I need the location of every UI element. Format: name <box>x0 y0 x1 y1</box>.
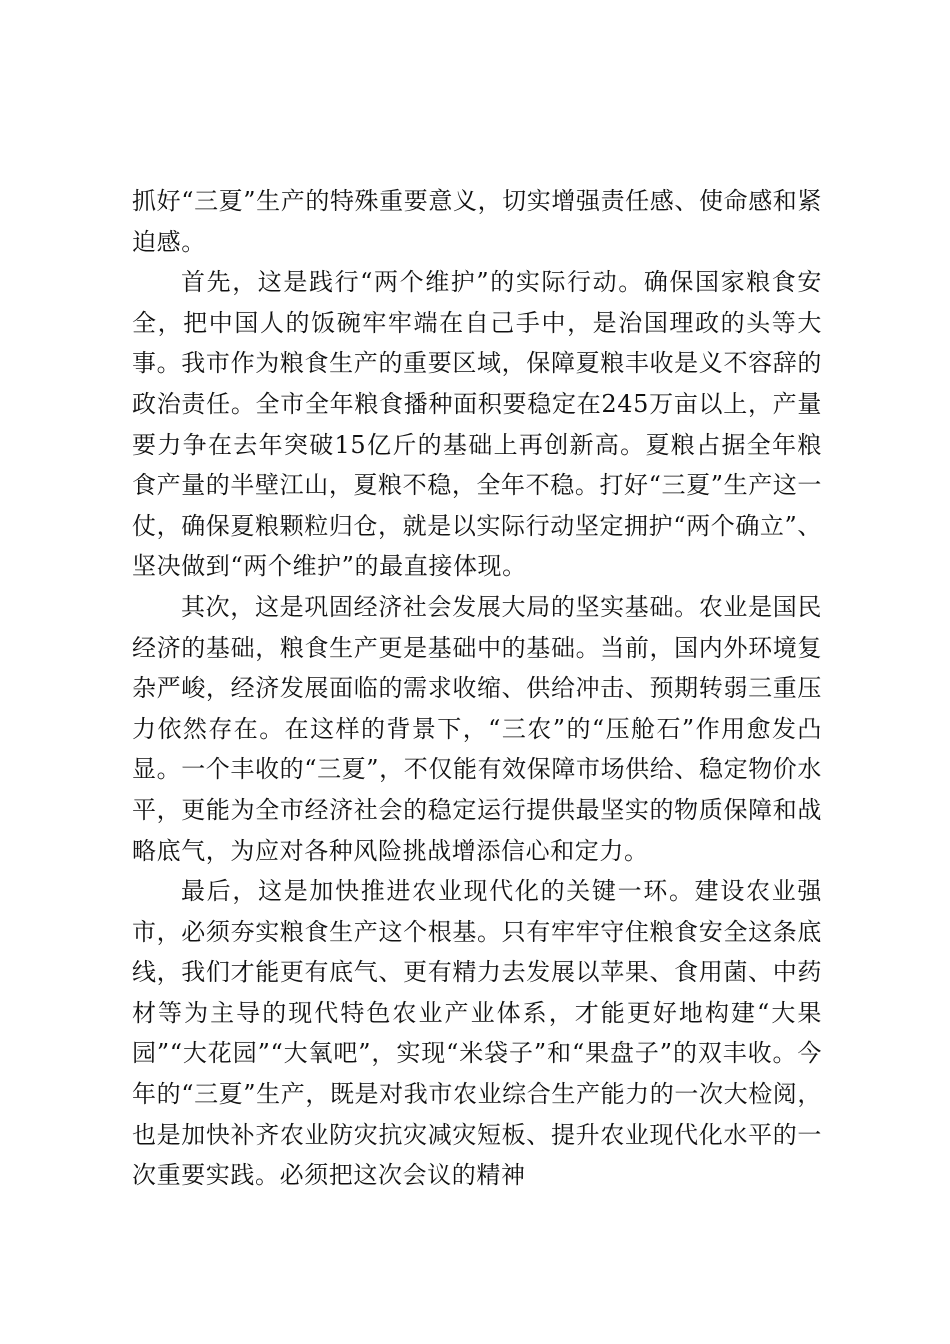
document-body <box>132 181 822 1196</box>
paragraph-first-point: 首先，这是践行“两个维护”的实际行动。确保国家粮食安全，把中国人的饭碗牢牢端在自己手中，是治国理政的头等大事。我市作为粮食生产的重要区域，保障夏粮丰收是义不容辞的政治责任。全市全年粮食播种面积要稳定在245万亩以上，产量要力争在去年突破15亿斤的基础上再创新高。夏粮占据全年粮食产量的半壁江山，夏粮不稳，全年不稳。打好“三夏”生产这一仗，确保夏粮颗粒归仓，就是以实际行动坚定拥护“两个确立”、坚决做到“两个维护”的最直接体现。 <box>132 268 822 581</box>
paragraph-third-point: 最后，这是加快推进农业现代化的关键一环。建设农业强市，必须夯实粮食生产这个根基。只有牢牢守住粮食安全这条底线，我们才能更有底气、更有精力去发展以苹果、食用菌、中药材等为主导的现代特色农业产业体系，才能更好地构建“大果园”“大花园”“大氧吧”，实现“米袋子”和“果盘子”的双丰收。今年的“三夏”生产，既是对我市农业综合生产能力的一次大检阅，也是加快补齐农业防灾抗灾减灾短板、提升农业现代化水平的一次重要实践。必须把这次会议的精神 <box>132 877 822 1190</box>
paragraph-continuation: 抓好“三夏”生产的特殊重要意义，切实增强责任感、使命感和紧迫感。 <box>132 187 822 256</box>
paragraph-second-point: 其次，这是巩固经济社会发展大局的坚实基础。农业是国民经济的基础，粮食生产更是基础中的基础。当前，国内外环境复杂严峻，经济发展面临的需求收缩、供给冲击、预期转弱三重压力依然存在。在这样的背景下，“三农”的“压舱石”作用愈发凸显。一个丰收的“三夏”，不仅能有效保障市场供给、稳定物价水平，更能为全市经济社会的稳定运行提供最坚实的物质保障和战略底气，为应对各种风险挑战增添信心和定力。 <box>132 592 822 865</box>
